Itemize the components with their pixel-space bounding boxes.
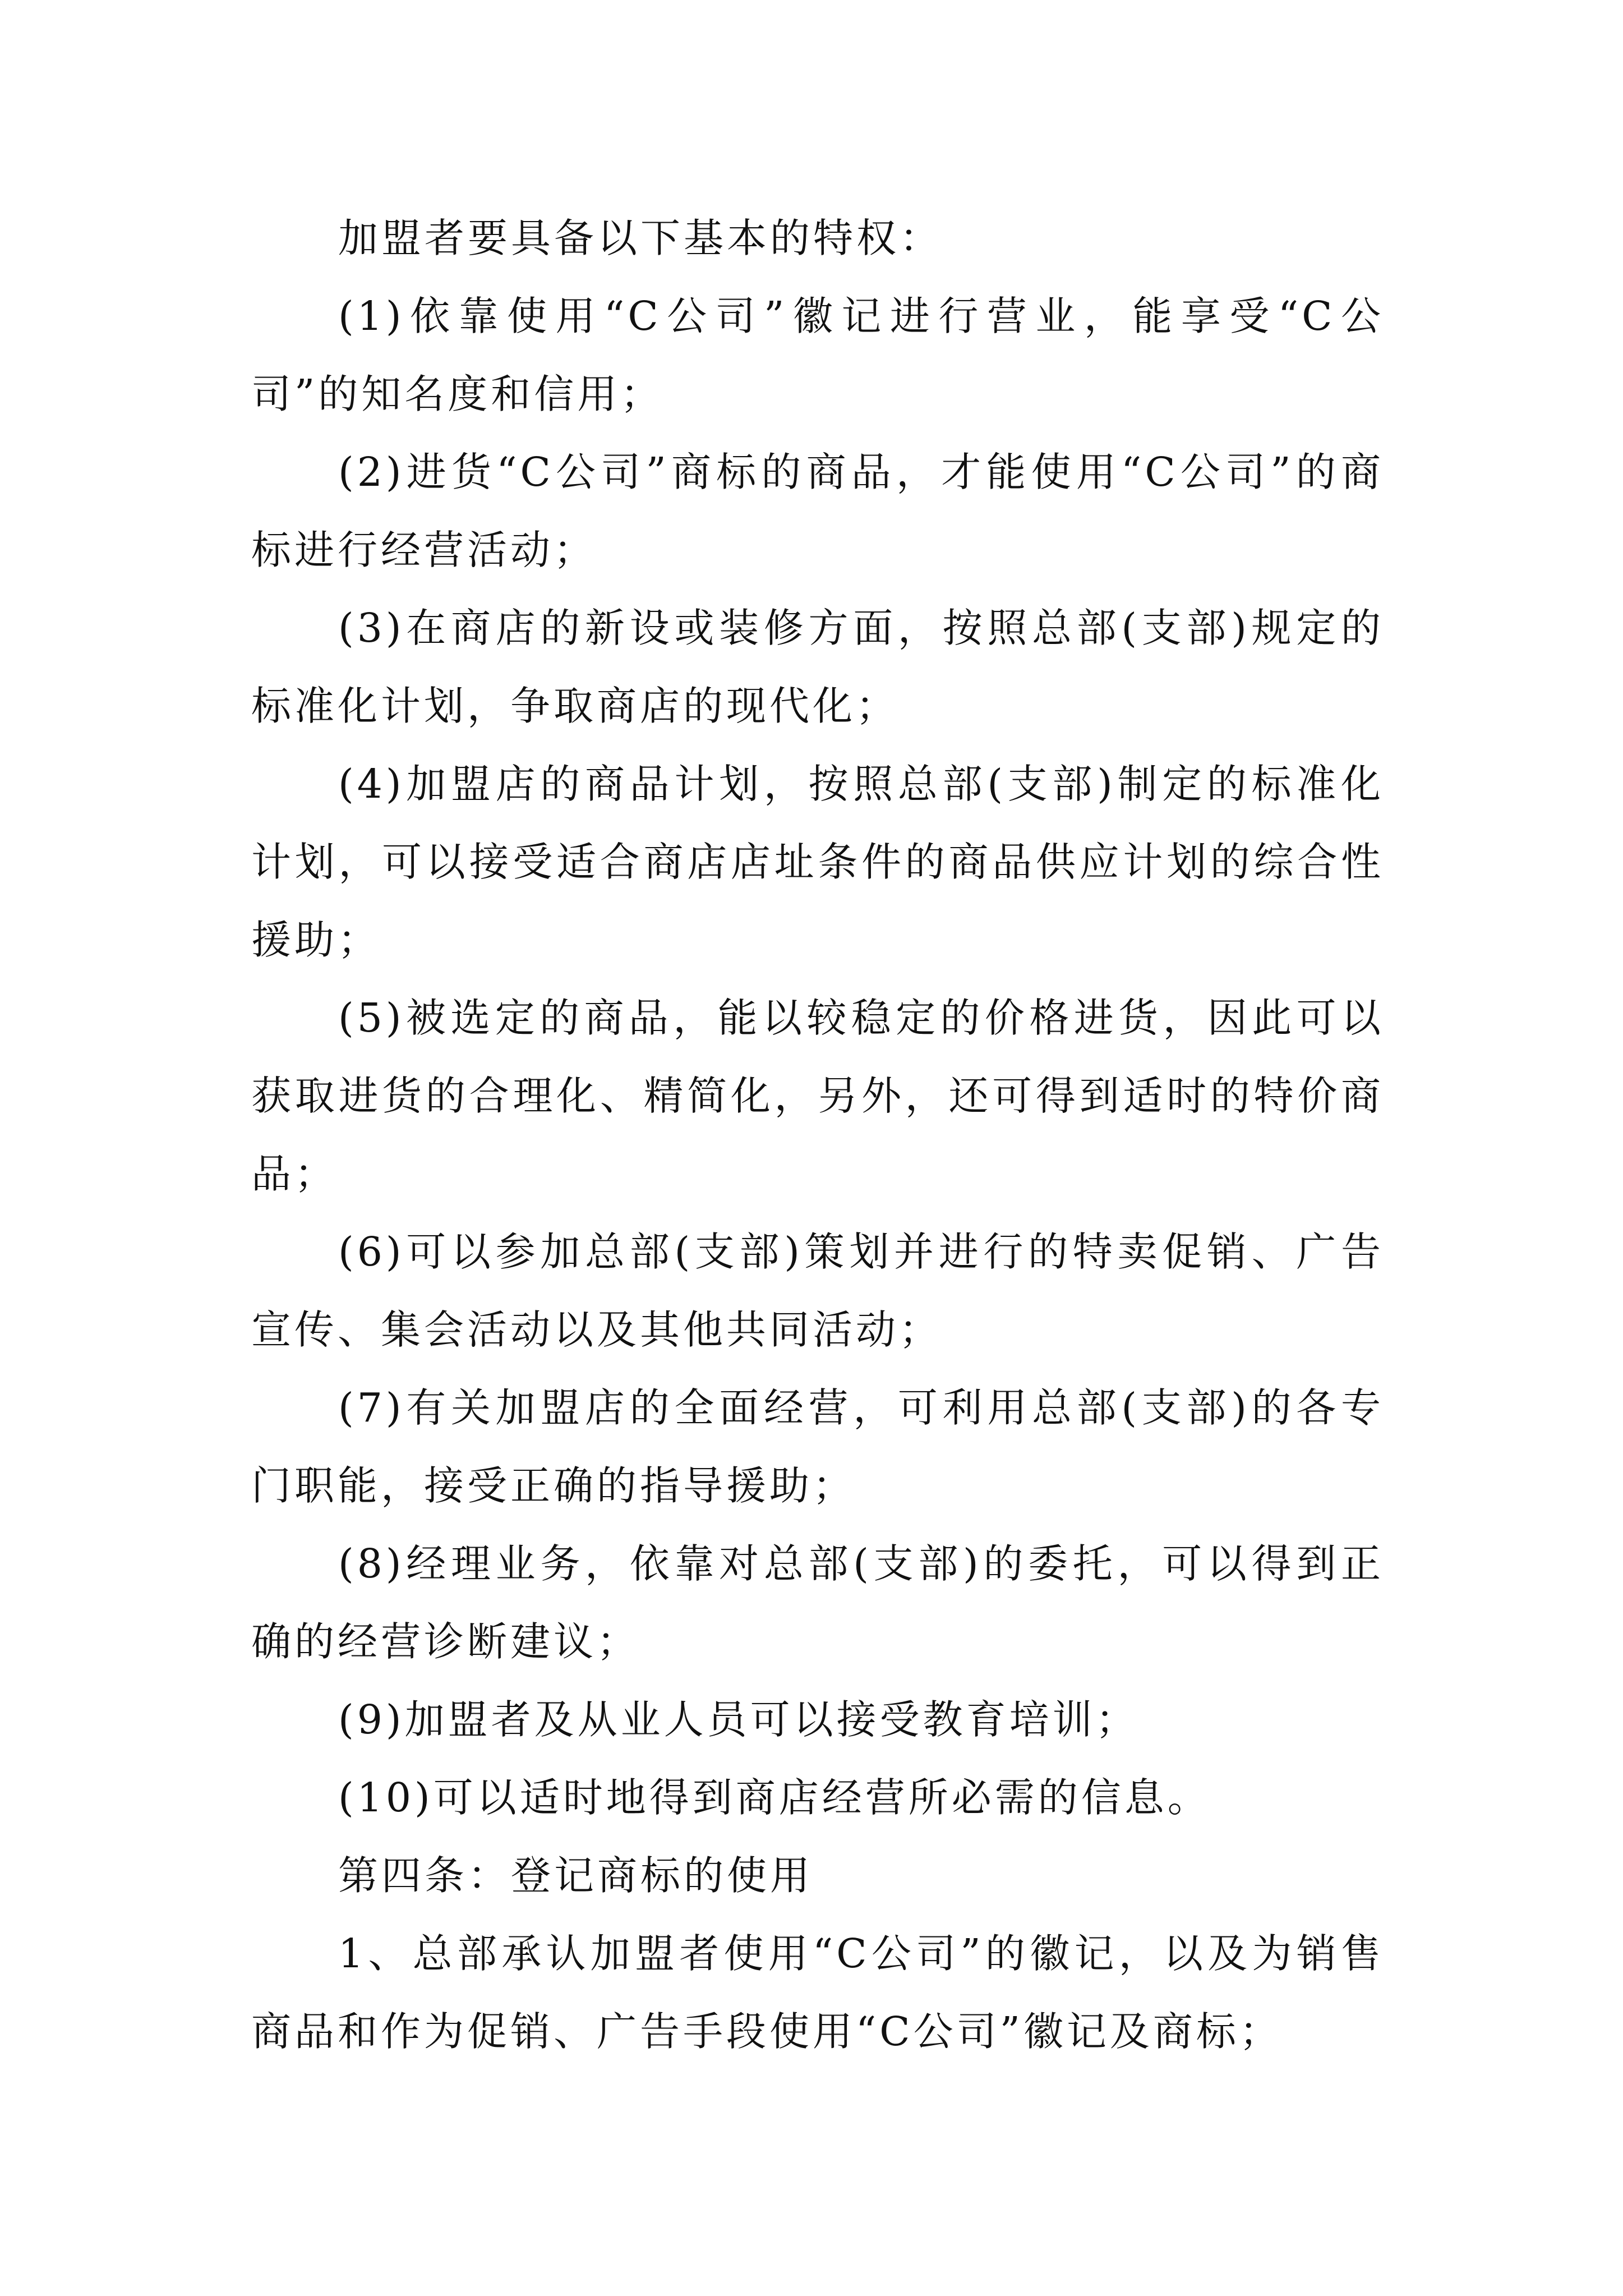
privilege-item-9: (9)加盟者及从业人员可以接受教育培训； (338, 1696, 1139, 1743)
privilege-item-4: (4)加盟店的商品计划，按照总部(支部)制定的标准化计划，可以接受适合商店店址条件的商品供应计划的综合性援助； (251, 761, 1384, 963)
privilege-item-10: (10)可以适时地得到商店经营所必需的信息。 (338, 1774, 1211, 1821)
privilege-item-8: (8)经理业务，依靠对总部(支部)的委托，可以得到正确的经营诊断建议； (251, 1540, 1384, 1665)
privilege-item-7: (7)有关加盟店的全面经营，可利用总部(支部)的各专门职能，接受正确的指导援助； (251, 1384, 1384, 1509)
section-heading: 第四条：登记商标的使用 (338, 1852, 814, 1899)
document-body (251, 199, 1384, 2070)
privilege-item-5: (5)被选定的商品，能以较稳定的价格进货，因此可以获取进货的合理化、精简化，另外，还可得到适时的特价商品； (251, 995, 1384, 1197)
intro-paragraph: 加盟者要具备以下基本的特权： (338, 215, 943, 261)
privilege-item-2: (2)进货“C公司”商标的商品，才能使用“C公司”的商标进行经营活动； (251, 449, 1384, 573)
privilege-item-1: (1)依靠使用“C公司”徽记进行营业，能享受“C公司”的知名度和信用； (251, 293, 1384, 417)
trademark-clause-1: 1、总部承认加盟者使用“C公司”的徽记，以及为销售商品和作为促销、广告手段使用“C公司”徽记及商标； (251, 1930, 1384, 2055)
privilege-item-6: (6)可以参加总部(支部)策划并进行的特卖促销、广告宣传、集会活动以及其他共同活动； (251, 1228, 1384, 1353)
privilege-item-3: (3)在商店的新设或装修方面，按照总部(支部)规定的标准化计划，争取商店的现代化； (251, 605, 1384, 729)
